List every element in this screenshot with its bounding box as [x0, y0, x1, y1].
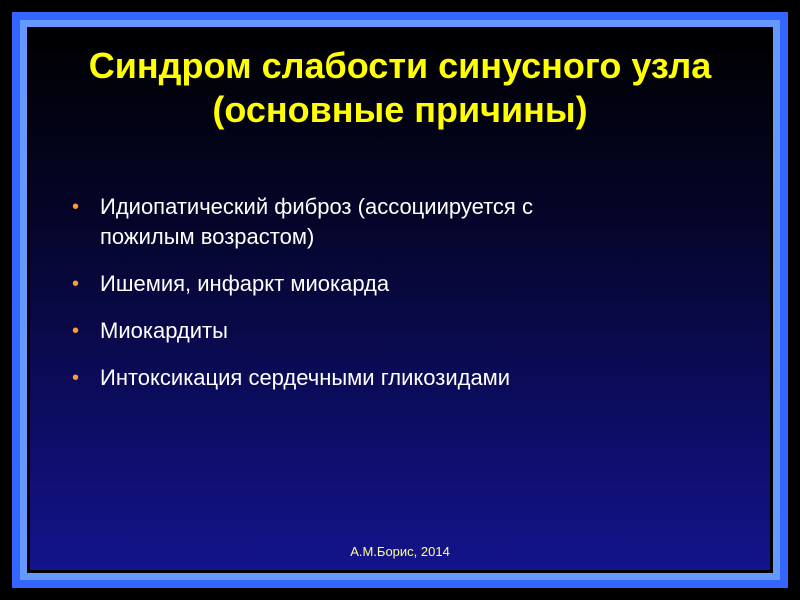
bullet-text-continued: пожилым возрастом) — [100, 224, 315, 249]
slide-title — [0, 44, 800, 132]
bullet-text: Идиопатический фиброз (ассоциируется с — [100, 194, 533, 219]
slide-footer: А.М.Борис, 2014 — [350, 544, 450, 559]
slide-title-line-1: Синдром слабости синусного узла — [88, 45, 712, 86]
bullet-marker: • — [72, 196, 80, 218]
bullet-item-myocarditis — [72, 316, 672, 346]
bullet-text: Ишемия, инфаркт миокарда — [100, 271, 390, 296]
bullet-text: Миокардиты — [100, 318, 228, 343]
bullet-marker: • — [72, 320, 80, 342]
bullet-marker: • — [72, 367, 80, 389]
bullet-item-glycoside-intoxication — [72, 363, 672, 393]
bullet-text: Интоксикация сердечными гликозидами — [100, 365, 511, 390]
bullet-item-ischemia — [72, 269, 672, 299]
slide-title-line-2: (основные причины) — [212, 89, 588, 130]
bullet-list — [72, 192, 672, 410]
bullet-marker: • — [72, 273, 80, 295]
bullet-item-fibrosis — [72, 192, 672, 252]
